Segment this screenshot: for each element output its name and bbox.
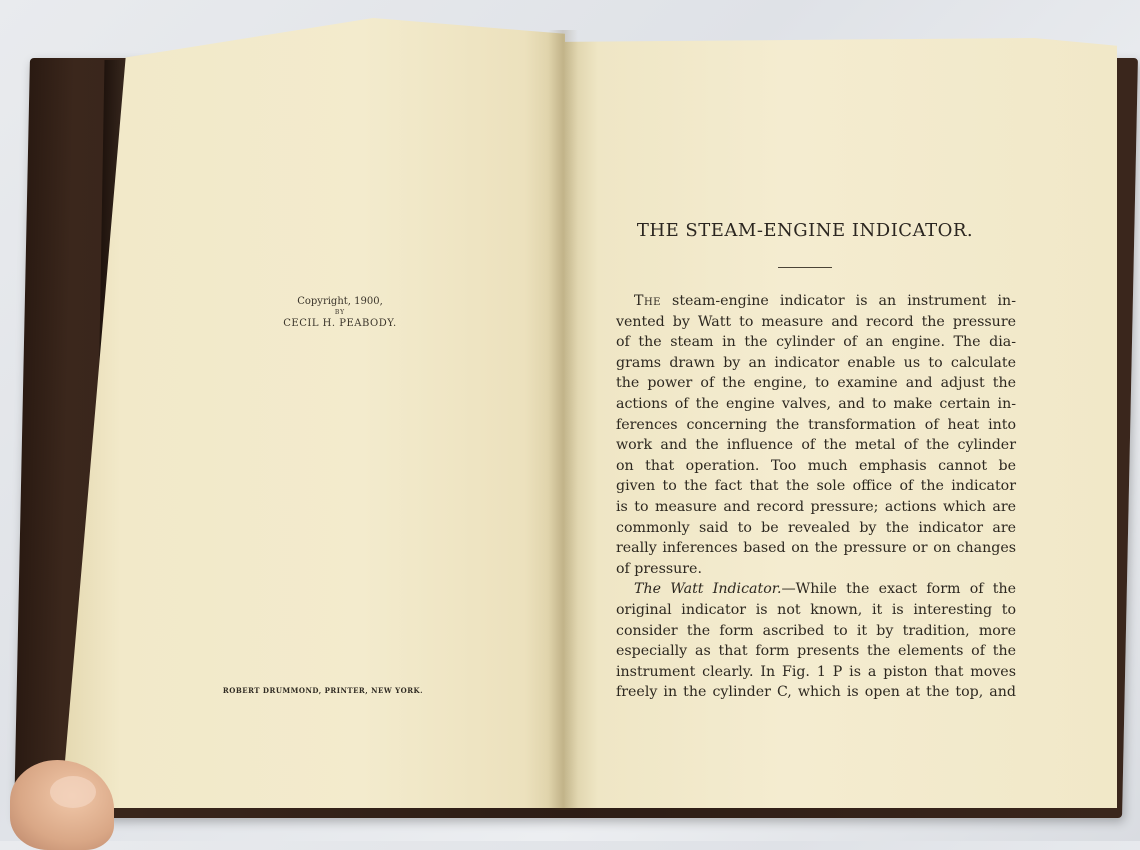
chapter-title: THE STEAM-ENGINE INDICATOR.: [636, 220, 974, 241]
book-gutter: [548, 30, 578, 810]
text-line: given to the fact that the sole office of the indicator: [616, 478, 1016, 495]
text-line: The steam-engine indicator is an instrument in-: [634, 293, 1016, 309]
text-line: on that operation. Too much emphasis cannot be: [616, 457, 1016, 474]
text-line: work and the influence of the metal of the cylinder: [616, 437, 1016, 454]
by-line: BY: [334, 308, 346, 316]
text-line: instrument clearly. In Fig. 1 P is a piston that moves: [616, 663, 1016, 680]
text-line: the power of the engine, to examine and adjust the: [616, 375, 1016, 392]
text-line: actions of the engine valves, and to make certain in-: [616, 395, 1016, 412]
text-line: of the steam in the cylinder of an engine. The dia-: [616, 334, 1016, 351]
copyright-block: [280, 296, 400, 330]
text-line: ferences concerning the transformation of heat into: [616, 416, 1016, 433]
text-line: consider the form ascribed to it by tradition, more: [616, 622, 1016, 639]
text-line: original indicator is not known, it is interesting to: [616, 601, 1016, 618]
text-line: of pressure.: [616, 560, 702, 577]
drop-lead-word: The: [634, 293, 661, 309]
text-line: is to measure and record pressure; actions which are: [616, 498, 1016, 515]
section-heading: The Watt Indicator.: [634, 581, 782, 598]
text-line: freely in the cylinder C, which is open at the top, and: [616, 684, 1016, 701]
printer-imprint: ROBERT DRUMMOND, PRINTER, NEW YORK.: [222, 686, 424, 695]
text-line: especially as that form presents the elements of the: [616, 643, 1016, 660]
text-line: vented by Watt to measure and record the pressure: [616, 313, 1016, 330]
body-text: [616, 291, 1016, 703]
text-line: grams drawn by an indicator enable us to calculate: [616, 354, 1016, 371]
title-rule: [778, 267, 832, 268]
copyright-line: Copyright, 1900,: [297, 296, 383, 307]
author-line: CECIL H. PEABODY.: [283, 318, 397, 330]
text-line: The Watt Indicator.—While the exact form of the: [634, 581, 1016, 598]
thumbnail: [50, 776, 96, 808]
text-line: really inferences based on the pressure or on changes: [616, 540, 1016, 557]
text-line: commonly said to be revealed by the indicator are: [616, 519, 1016, 536]
